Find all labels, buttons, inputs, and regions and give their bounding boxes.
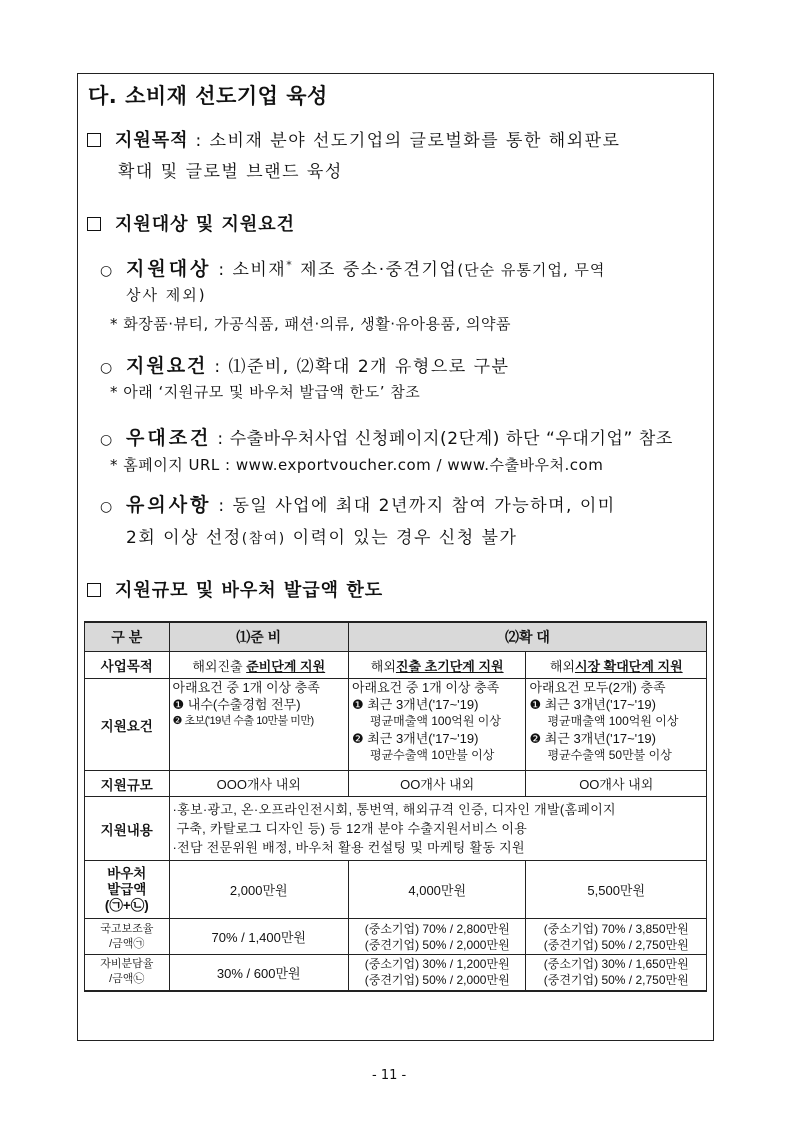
header-category: 구 분: [85, 622, 170, 652]
purpose-early-b: 진출 초기단계 지원: [395, 658, 504, 674]
scale-prep: OOO개사 내외: [169, 771, 348, 797]
content-cell: [169, 797, 706, 861]
content-line-1: 구축, 카탈로그 디자인 등) 등 12개 분야 수출지원서비스 이용: [172, 821, 528, 836]
purpose-expand-a: 해외: [549, 658, 575, 674]
gov-early: [348, 919, 526, 955]
target-heading: [87, 210, 295, 236]
purpose-early: [348, 652, 526, 679]
preference-label: 우대조건: [126, 427, 212, 449]
content-line-0: ·홍보·광고, 온·오프라인전시회, 통번역, 해외규격 인증, 디자인 개발(홈페이지: [172, 802, 616, 817]
purpose-label: 지원목적: [115, 130, 189, 151]
caution-text-1: : 동일 사업에 최대 2년까지 참여 가능하며, 이미: [211, 496, 616, 516]
req-early-0: 아래요건 중 1개 이상 충족: [351, 680, 500, 695]
checkbox-icon: [87, 583, 101, 597]
scale-heading: [87, 576, 383, 602]
table-row: [85, 955, 707, 991]
purpose-prep-a: 해외진출: [192, 658, 247, 674]
voucher-label-2: (㉠+㉡): [104, 897, 149, 913]
purpose-prep-b: 준비단계 지원: [246, 658, 326, 674]
header-expand: ⑵확 대: [348, 622, 706, 652]
section-title: 다. 소비재 선도기업 육성: [88, 84, 328, 108]
target-text-b: 제조 중소·중견기업: [293, 260, 458, 280]
req-prep-0: 아래요건 중 1개 이상 충족: [172, 680, 320, 695]
req-early-3: ❷ 최근 3개년('17~'19): [351, 731, 479, 746]
self-early-0: (중소기업) 30% / 1,200만원: [364, 957, 510, 972]
table-row: [85, 919, 707, 955]
caution-text-2a: 2회 이상 선정: [126, 528, 242, 548]
purpose-line1: [87, 126, 620, 152]
row-label-purpose: 사업목적: [85, 652, 170, 679]
gov-early-1: (중견기업) 50% / 2,000만원: [364, 937, 510, 952]
target-small: (단순 유통기업, 무역: [457, 261, 606, 279]
gov-expand-1: (중견기업) 50% / 2,750만원: [543, 937, 689, 952]
target-line2: 상사 제외): [126, 286, 207, 304]
requirement-text: : ⑴준비, ⑵확대 2개 유형으로 구분: [207, 357, 510, 377]
voucher-expand: 5,500만원: [526, 861, 707, 919]
scale-expand: OO개사 내외: [526, 771, 707, 797]
req-early-2: 평균매출액 100억원 이상: [369, 714, 501, 728]
purpose-prep: [169, 652, 348, 679]
table-row: [85, 861, 707, 919]
requirement-item: [100, 351, 509, 378]
row-label-gov: [85, 919, 170, 955]
purpose-early-a: 해외: [370, 658, 396, 674]
req-expand-3: ❷ 최근 3개년('17~'19): [529, 731, 656, 746]
purpose-expand-b: 시장 확대단계 지원: [574, 658, 683, 674]
req-expand-4: 평균수출액 50만불 이상: [547, 748, 672, 762]
target-item: [100, 254, 605, 281]
row-label-content: 지원내용: [85, 797, 170, 861]
caution-text-2b: (참여): [241, 531, 286, 547]
target-text-a: : 소비재: [211, 260, 287, 280]
bullet-circle: ○: [100, 432, 113, 448]
req-expand-0: 아래요건 모두(2개) 충족: [529, 680, 666, 695]
preference-note: * 홈페이지 URL : www.exportvoucher.com / www.수출바우처.com: [110, 456, 604, 474]
self-early-1: (중견기업) 50% / 2,000만원: [364, 973, 510, 988]
req-expand-2: 평균매출액 100억원 이상: [547, 714, 679, 728]
scale-heading-text: 지원규모 및 바우처 발급액 한도: [115, 580, 384, 601]
caution-line2: [126, 523, 517, 548]
preference-text: : 수출바우처사업 신청페이지(2단계) 하단 “우대기업” 참조: [211, 429, 673, 449]
self-label-1: /금액㉡: [109, 973, 145, 986]
self-early: [348, 955, 526, 991]
table-row: [85, 771, 707, 797]
self-expand: [526, 955, 707, 991]
req-expand: [526, 679, 707, 771]
self-expand-1: (중견기업) 50% / 2,750만원: [543, 973, 689, 988]
row-label-scale: 지원규모: [85, 771, 170, 797]
self-label-0: 자비분담율: [100, 958, 154, 971]
purpose-line2: 확대 및 글로벌 브랜드 육성: [118, 162, 343, 182]
req-early-4: 평균수출액 10만불 이상: [369, 748, 495, 762]
table-row: [85, 652, 707, 679]
gov-early-0: (중소기업) 70% / 2,800만원: [364, 921, 510, 936]
self-prep: 30% / 600만원: [169, 955, 348, 991]
bullet-circle: ○: [100, 263, 114, 279]
requirement-note: * 아래 ‘지원규모 및 바우처 발급액 한도’ 참조: [110, 383, 421, 401]
gov-expand: [526, 919, 707, 955]
caution-label: 유의사항: [126, 494, 212, 516]
target-sup: *: [286, 258, 294, 272]
gov-label-0: 국고보조율: [100, 922, 154, 935]
requirement-label: 지원요건: [126, 355, 208, 377]
purpose-text-1: : 소비재 분야 선도기업의 글로벌화를 통한 해외판로: [188, 131, 621, 151]
preference-item: [100, 423, 673, 450]
req-prep-2: ❷ 초보('19년 수출 10만불 미만): [172, 715, 314, 727]
bullet-circle: ○: [100, 360, 114, 376]
req-early: [348, 679, 526, 771]
content-line-2: ·전담 전문위원 배정, 바우처 활용 컨설팅 및 마케팅 활동 지원: [172, 840, 525, 855]
row-label-req: 지원요건: [85, 679, 170, 771]
voucher-label-0: 바우처: [107, 865, 147, 881]
scale-early: OO개사 내외: [348, 771, 526, 797]
self-expand-0: (중소기업) 30% / 1,650만원: [543, 957, 689, 972]
gov-label-1: /금액㉠: [109, 937, 145, 950]
req-expand-1: ❶ 최근 3개년('17~'19): [529, 697, 656, 712]
voucher-label-1: 발급액: [107, 881, 147, 897]
table-row: [85, 679, 707, 771]
target-note: * 화장품·뷰티, 가공식품, 패션·의류, 생활·유아용품, 의약품: [110, 315, 511, 333]
target-heading-text: 지원대상 및 지원요건: [115, 214, 296, 235]
purpose-expand: [526, 652, 707, 679]
voucher-early: 4,000만원: [348, 861, 526, 919]
voucher-prep: 2,000만원: [169, 861, 348, 919]
req-prep: [169, 679, 348, 771]
req-early-1: ❶ 최근 3개년('17~'19): [351, 697, 479, 712]
row-label-voucher: [85, 861, 170, 919]
row-label-self: [85, 955, 170, 991]
target-label: 지원대상: [126, 258, 212, 280]
checkbox-icon: [87, 217, 101, 231]
checkbox-icon: [87, 133, 101, 147]
caution-text-2c: 이력이 있는 경우 신청 불가: [285, 528, 518, 548]
req-prep-1: ❶ 내수(수출경험 전무): [172, 697, 301, 712]
bullet-circle: ○: [100, 499, 114, 515]
gov-prep: 70% / 1,400만원: [169, 919, 348, 955]
page-number: - 11 -: [372, 1068, 407, 1083]
table-row: [85, 797, 707, 861]
caution-item: [100, 490, 616, 517]
table-header-row: [85, 622, 707, 652]
voucher-table: [84, 621, 707, 992]
header-prep: ⑴준 비: [169, 622, 348, 652]
gov-expand-0: (중소기업) 70% / 3,850만원: [543, 921, 689, 936]
